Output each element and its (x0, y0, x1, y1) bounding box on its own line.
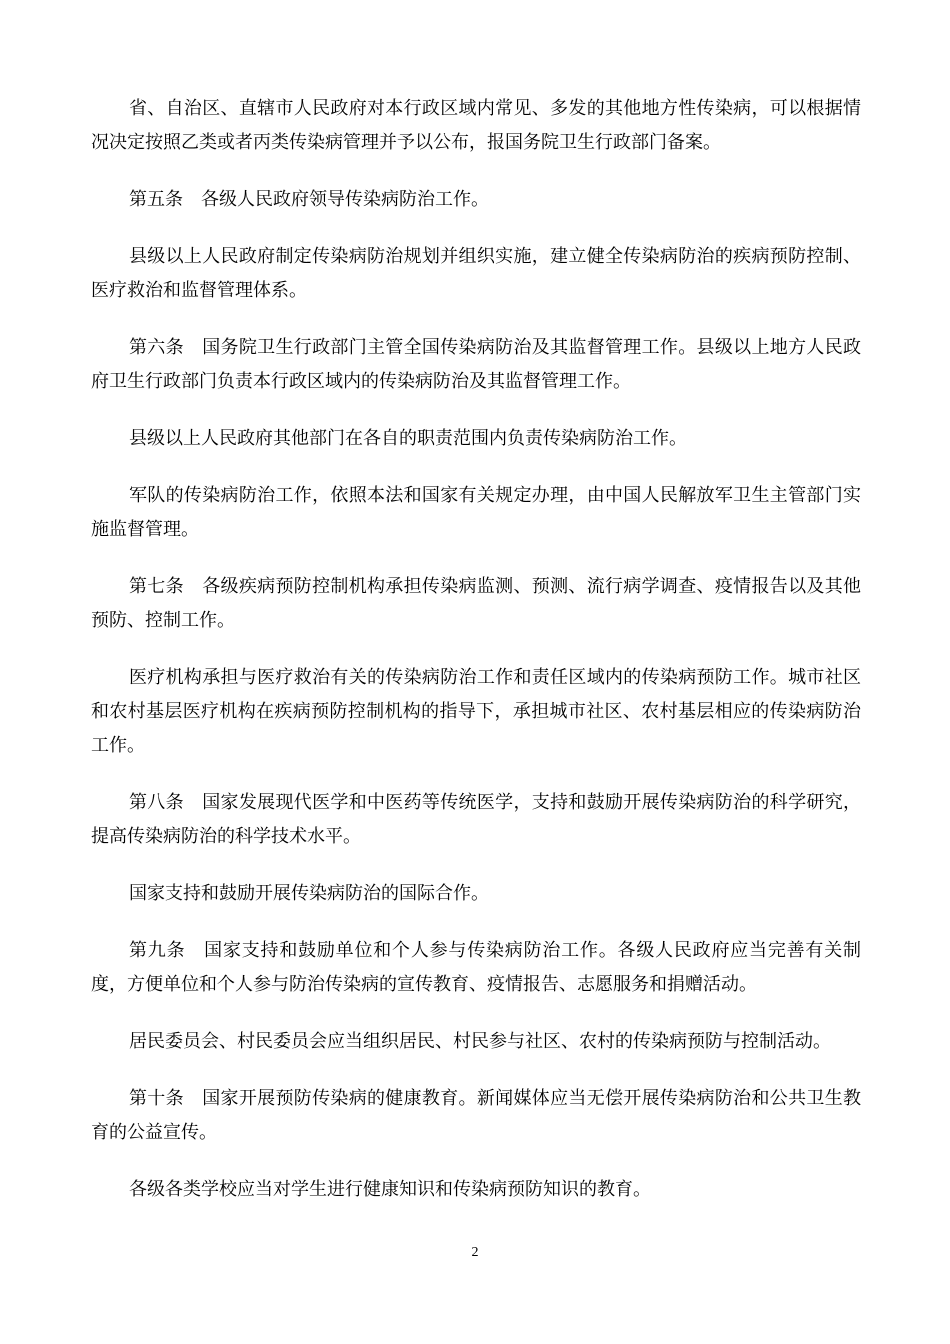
document-body (91, 92, 861, 1230)
paragraph: 医疗机构承担与医疗救治有关的传染病防治工作和责任区域内的传染病预防工作。城市社区和农村基层医疗机构在疾病预防控制机构的指导下，承担城市社区、农村基层相应的传染病防治工作。 (91, 667, 861, 756)
article-9-paragraph: 第九条 国家支持和鼓励单位和个人参与传染病防治工作。各级人民政府应当完善有关制度，方便单位和个人参与防治传染病的宣传教育、疫情报告、志愿服务和捐赠活动。 (91, 940, 861, 995)
article-5-paragraph: 第五条 各级人民政府领导传染病防治工作。 (129, 189, 489, 210)
article-7-paragraph: 第七条 各级疾病预防控制机构承担传染病监测、预测、流行病学调查、疫情报告以及其他预防、控制工作。 (91, 576, 861, 631)
paragraph: 国家支持和鼓励开展传染病防治的国际合作。 (129, 883, 489, 904)
page-number: 2 (471, 1245, 479, 1260)
article-6-paragraph: 第六条 国务院卫生行政部门主管全国传染病防治及其监督管理工作。县级以上地方人民政府卫生行政部门负责本行政区域内的传染病防治及其监督管理工作。 (91, 337, 861, 392)
paragraph: 居民委员会、村民委员会应当组织居民、村民参与社区、农村的传染病预防与控制活动。 (129, 1031, 831, 1052)
paragraph: 各级各类学校应当对学生进行健康知识和传染病预防知识的教育。 (129, 1179, 651, 1200)
article-10-paragraph: 第十条 国家开展预防传染病的健康教育。新闻媒体应当无偿开展传染病防治和公共卫生教育的公益宣传。 (91, 1088, 861, 1143)
paragraph: 县级以上人民政府制定传染病防治规划并组织实施，建立健全传染病防治的疾病预防控制、医疗救治和监督管理体系。 (91, 246, 861, 301)
paragraph: 军队的传染病防治工作，依照本法和国家有关规定办理，由中国人民解放军卫生主管部门实施监督管理。 (91, 485, 861, 540)
article-8-paragraph: 第八条 国家发展现代医学和中医药等传统医学，支持和鼓励开展传染病防治的科学研究，提高传染病防治的科学技术水平。 (91, 792, 861, 847)
paragraph: 省、自治区、直辖市人民政府对本行政区域内常见、多发的其他地方性传染病，可以根据情况决定按照乙类或者丙类传染病管理并予以公布，报国务院卫生行政部门备案。 (91, 98, 861, 153)
paragraph: 县级以上人民政府其他部门在各自的职责范围内负责传染病防治工作。 (129, 428, 687, 449)
